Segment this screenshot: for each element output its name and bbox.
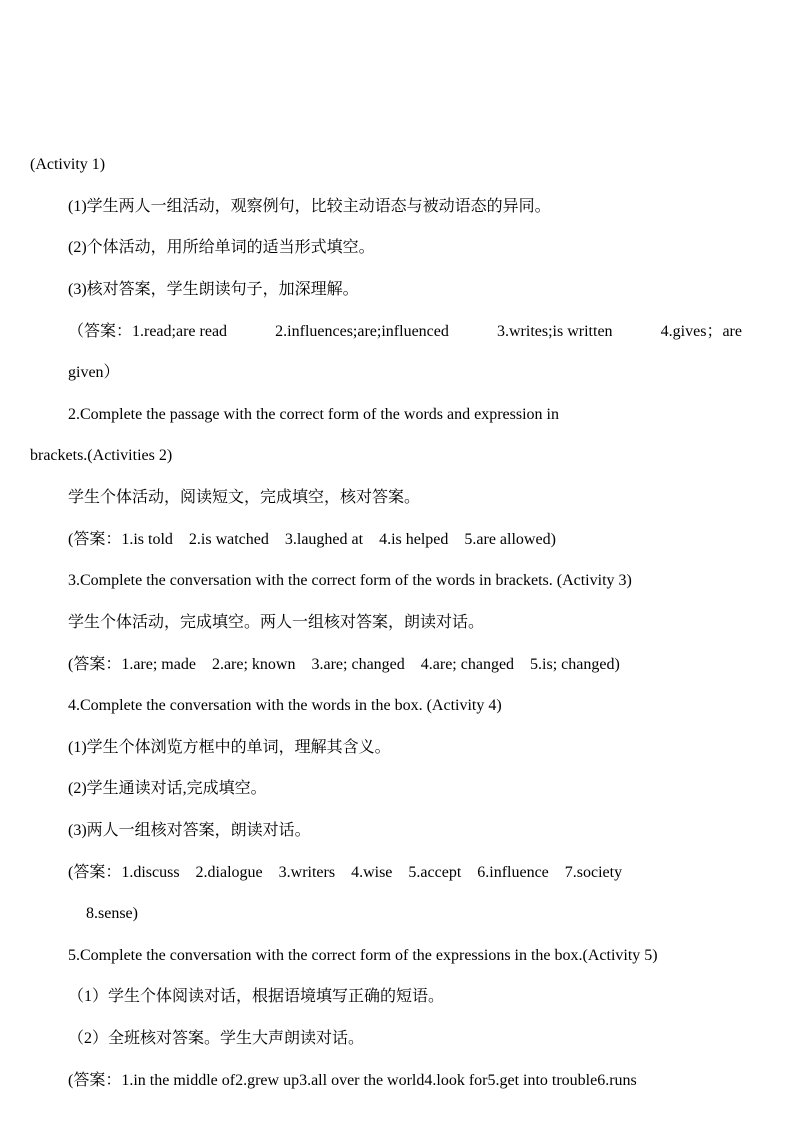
section-2-instruction: 学生个体活动，阅读短文，完成填空，核对答案。: [68, 489, 421, 506]
answer-part: 2.influences;are;influenced: [275, 323, 449, 340]
step-3-text: (3)核对答案，学生朗读句子，加深理解。: [68, 281, 359, 298]
section-5-title: 5.Complete the conversation with the correct form of the expressions in the box.(Activity 5): [68, 947, 658, 964]
section-4-answers-cont: 8.sense): [86, 905, 138, 922]
section-4-step-2: (2)学生通读对话,完成填空。: [68, 780, 267, 797]
section-4-title: 4.Complete the conversation with the words in the box. (Activity 4): [68, 697, 502, 714]
section-2-title-cont: brackets.(Activities 2): [30, 447, 173, 464]
section-4-step-1: (1)学生个体浏览方框中的单词，理解其含义。: [68, 739, 391, 756]
step-1-text: (1)学生两人一组活动，观察例句，比较主动语态与被动语态的异同。: [68, 198, 551, 215]
section-5-answers: (答案：1.in the middle of2.grew up3.all over the world4.look for5.get into trouble6.runs: [68, 1072, 637, 1089]
answer-part: 3.writes;is written: [497, 323, 613, 340]
answer-part: 4.gives；are: [660, 323, 742, 340]
section-3-answers: (答案：1.are; made 2.are; known 3.are; changed 4.are; changed 5.is; changed): [68, 656, 620, 673]
answer-part: （答案：1.read;are read: [68, 323, 228, 340]
answer-line-1-cont: given）: [68, 364, 120, 381]
section-3-title: 3.Complete the conversation with the correct form of the words in brackets. (Activity 3): [68, 572, 632, 589]
section-5-step-1: （1）学生个体阅读对话，根据语境填写正确的短语。: [68, 988, 445, 1005]
section-4-answers: (答案：1.discuss 2.dialogue 3.writers 4.wise 5.accept 6.influence 7.society: [68, 864, 623, 881]
section-2-answers: (答案：1.is told 2.is watched 3.laughed at 4.is helped 5.are allowed): [68, 531, 556, 548]
section-4-step-3: (3)两人一组核对答案，朗读对话。: [68, 822, 311, 839]
section-3-instruction: 学生个体活动，完成填空。两人一组核对答案，朗读对话。: [68, 614, 485, 631]
step-2-text: (2)个体活动，用所给单词的适当形式填空。: [68, 239, 375, 256]
section-2-title: 2.Complete the passage with the correct form of the words and expression in: [68, 406, 559, 423]
answer-line-1: [68, 322, 742, 342]
activity-1-heading: (Activity 1): [30, 156, 106, 173]
section-5-step-2: （2）全班核对答案。学生大声朗读对话。: [68, 1030, 365, 1047]
